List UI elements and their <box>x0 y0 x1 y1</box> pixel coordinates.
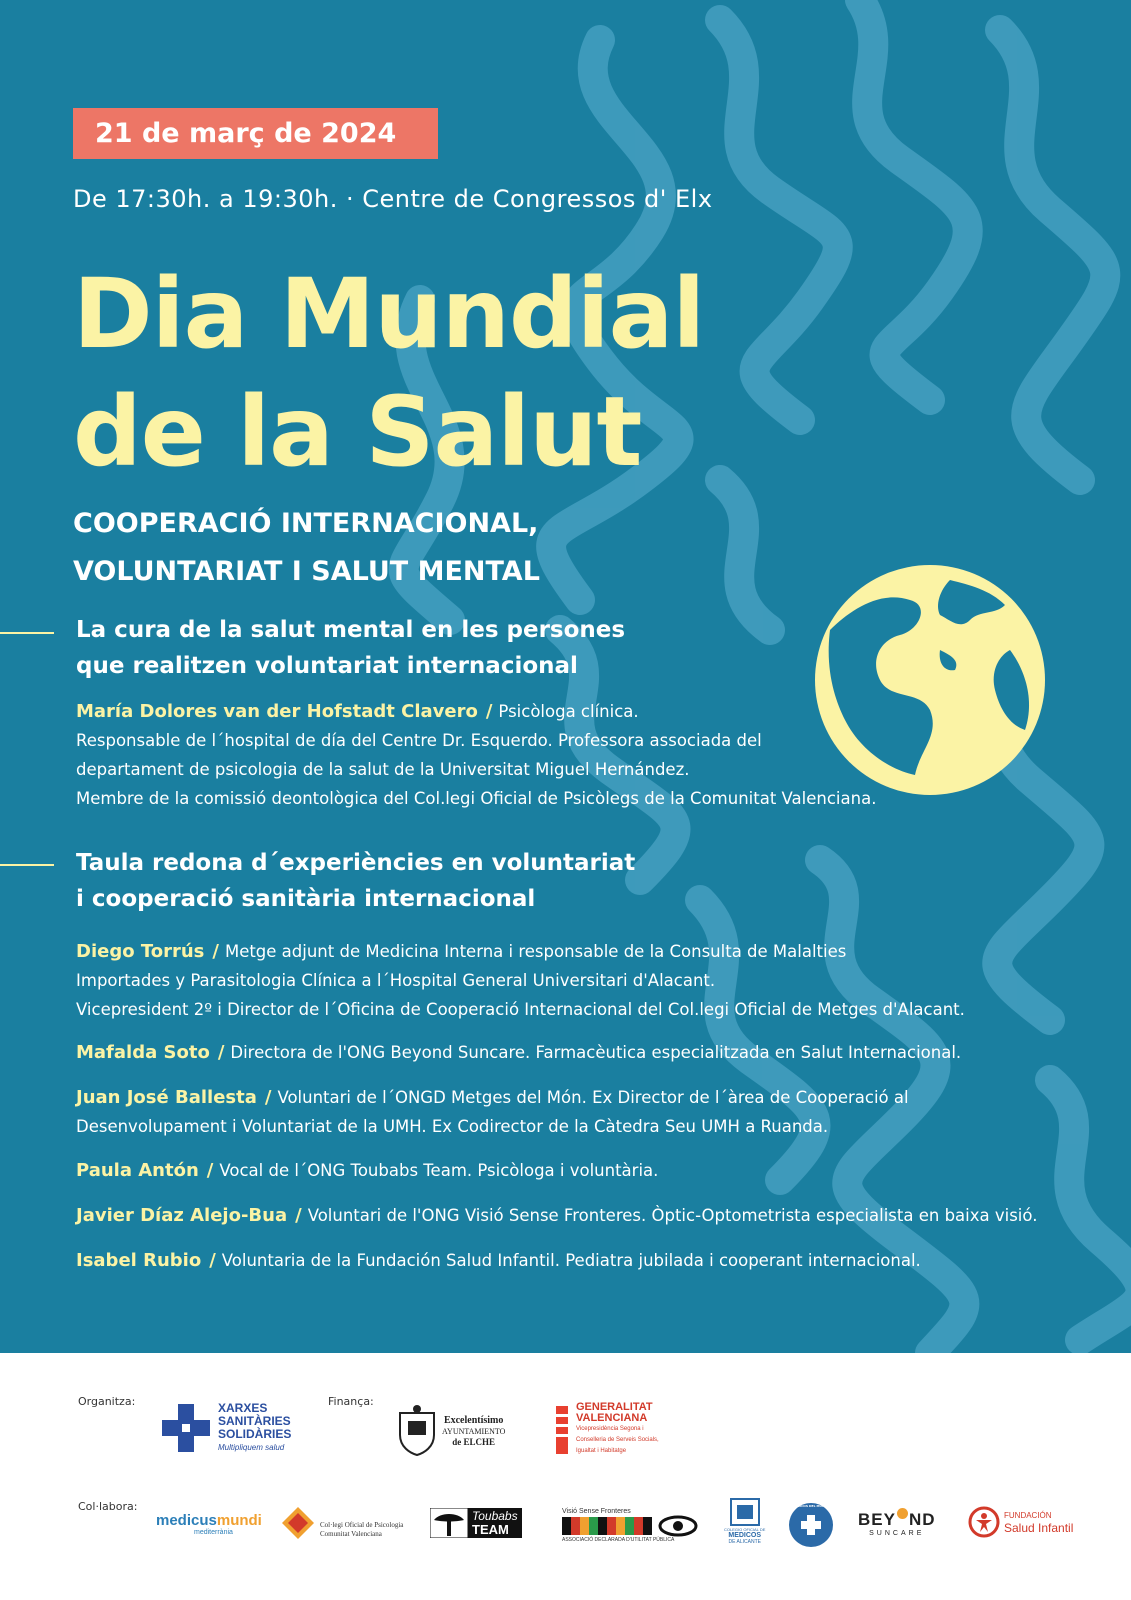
section-rule-2 <box>0 864 54 866</box>
beyond-suncare-logo <box>858 1510 936 1537</box>
beyond-part-1: BEY <box>858 1510 896 1529</box>
generalitat-line-2: VALENCIANA <box>576 1412 648 1424</box>
vision-title: Visió Sense Fronteres <box>562 1508 631 1515</box>
speaker-role: Psicòloga clínica. <box>498 702 639 721</box>
medicus-sub: mediterrània <box>194 1529 233 1536</box>
speaker-entry <box>76 1156 1096 1185</box>
section2-heading-line-1: Taula redona d´experiències en voluntariat <box>76 850 636 876</box>
separator: / <box>264 1087 272 1108</box>
copcv-line-2: Comunitat Valenciana <box>320 1530 382 1538</box>
comalicante-line-2: MEDICOS <box>728 1532 762 1539</box>
generalitat-line-1: GENERALITAT <box>576 1401 653 1413</box>
generalitat-line-5: Igualtat i Habitatge <box>576 1448 627 1454</box>
speaker-name: María Dolores van der Hofstadt Clavero <box>76 701 478 722</box>
section-rule-1 <box>0 632 54 634</box>
vision-logo <box>562 1508 698 1543</box>
speaker-role: Metge adjunt de Medicina Interna i responsable de la Consulta de Malalties <box>224 942 847 961</box>
speaker-first-line <box>76 1246 1096 1275</box>
coat-of-arms-icon <box>396 1405 438 1457</box>
separator: / <box>295 1205 302 1226</box>
title-line-2: de la Salut <box>73 376 642 488</box>
speaker-entry <box>76 1083 1096 1141</box>
separator: / <box>209 1250 216 1271</box>
title-line-1: Dia Mundial <box>73 258 705 370</box>
speaker-first-line <box>76 697 1096 726</box>
toubabs-line-2: TEAM <box>472 1522 509 1537</box>
section1-heading-line-1: La cura de la salut mental en les persones <box>76 617 626 643</box>
comalicante-emblem-icon <box>729 1497 761 1527</box>
medicos-mundo-icon <box>788 1502 834 1548</box>
eye-icon <box>658 1515 698 1537</box>
subtitle <box>73 500 540 596</box>
generalitat-emblem-icon <box>552 1404 572 1456</box>
generalitat-line-3: Vicepresidència Segona i <box>576 1426 644 1432</box>
copcv-emblem-icon <box>280 1505 316 1541</box>
speaker-first-line <box>76 1156 1096 1185</box>
fsi-line-1: FUNDACIÓN <box>1004 1511 1052 1520</box>
speaker-first-line <box>76 1038 1096 1067</box>
fsi-emblem-icon <box>968 1506 1000 1538</box>
xarxes-line-2: SANITÀRIES <box>218 1414 291 1428</box>
toubabs-line-1: Toubabs <box>472 1509 518 1523</box>
speaker-first-line <box>76 1201 1096 1230</box>
elche-line-3: de ELCHE <box>452 1436 496 1447</box>
speaker-entry <box>76 1201 1096 1230</box>
elche-line-2: AYUNTAMIENTO <box>442 1426 506 1436</box>
speaker-role: Voluntari de l´ONGD Metges del Món. Ex Director de l´àrea de Cooperació al <box>277 1088 909 1107</box>
separator: / <box>485 701 493 722</box>
speaker-name: Javier Díaz Alejo-Bua <box>76 1205 288 1226</box>
speaker-detail: departament de psicologia de la salut de la Universitat Miguel Hernández. <box>76 760 690 779</box>
beyond-sub: SUNCARE <box>869 1530 925 1537</box>
subtitle-line-1: COOPERACIÓ INTERNACIONAL, <box>73 508 539 539</box>
xarxes-tagline: Multipliquem salud <box>218 1443 285 1452</box>
mundi-word: mundi <box>216 1512 262 1529</box>
generalitat-line-4: Conselleria de Serveis Socials, <box>576 1437 659 1443</box>
elche-line-1: Excelentísimo <box>443 1414 504 1426</box>
generalitat-logo <box>552 1402 659 1457</box>
speaker-role: Voluntaria de la Fundación Salud Infantil. Pediatra jubilada i cooperant internacional. <box>221 1251 921 1270</box>
speaker-first-line <box>76 937 1096 966</box>
speaker-detail: Desenvolupament i Voluntariat de la UMH. Ex Codirector de la Càtedra Seu UMH a Ruanda. <box>76 1117 829 1136</box>
subtitle-line-2: VOLUNTARIAT I SALUT MENTAL <box>73 556 540 587</box>
speaker-first-line <box>76 1083 1096 1112</box>
medicos-mundo-text: MÉDICOS DEL MUNDO <box>792 1504 830 1508</box>
separator: / <box>212 941 219 962</box>
speaker-detail: Membre de la comissió deontològica del Col.legi Oficial de Psicòlegs de la Comunitat Valenciana. <box>76 789 877 808</box>
speaker-name: Juan José Ballesta <box>76 1087 257 1108</box>
section2-heading-line-2: i cooperació sanitària internacional <box>76 886 536 912</box>
finanza-label: Finança: <box>328 1395 374 1408</box>
separator: / <box>206 1160 214 1181</box>
toubabs-logo <box>430 1508 522 1538</box>
speaker-name: Mafalda Soto <box>76 1042 210 1063</box>
organitza-label: Organitza: <box>78 1395 136 1408</box>
section2-heading <box>76 845 635 917</box>
xarxes-line-1: XARXES <box>218 1401 268 1415</box>
speaker-entry <box>76 1246 1096 1275</box>
color-bars-icon <box>562 1517 652 1535</box>
elche-logo <box>396 1405 505 1457</box>
speaker-detail: Importades y Parasitologia Clínica a l´Hospital General Universitari d'Alacant. <box>76 971 716 990</box>
section1-heading <box>76 612 625 684</box>
speaker-detail: Vicepresident 2º i Director de l´Oficina de Cooperació Internacional del Col.legi Oficial de Metges d'Alacant. <box>76 1000 965 1019</box>
speaker-entry <box>76 697 1096 813</box>
sun-icon <box>897 1508 908 1519</box>
page-title <box>73 255 704 491</box>
copcv-line-1: Col·legi Oficial de Psicologia <box>320 1521 404 1529</box>
speaker-name: Paula Antón <box>76 1160 199 1181</box>
tree-icon <box>430 1508 468 1538</box>
xarxes-logo <box>160 1402 291 1454</box>
speaker-name: Isabel Rubio <box>76 1250 202 1271</box>
xarxes-line-3: SOLIDÀRIES <box>218 1427 292 1441</box>
separator: / <box>217 1042 225 1063</box>
medicus-mundi-logo <box>156 1512 262 1536</box>
copcv-logo <box>280 1505 403 1541</box>
speaker-name: Diego Torrús <box>76 941 205 962</box>
comalicante-line-1: COLEGIO OFICIAL DE <box>724 1527 766 1532</box>
speaker-role: Voluntari de l'ONG Visió Sense Fronteres. Òptic-Optometrista especialista en baixa visió. <box>307 1206 1038 1225</box>
colabora-label: Col·labora: <box>78 1500 138 1513</box>
vision-sub: ASSOCIACIÓ DECLARADA D'UTILITAT PÚBLICA <box>562 1537 675 1543</box>
speaker-entry <box>76 1038 1096 1067</box>
speaker-role: Vocal de l´ONG Toubabs Team. Psicòloga i voluntària. <box>219 1161 659 1180</box>
fsi-logo <box>968 1506 1073 1538</box>
comalicante-logo <box>724 1497 765 1545</box>
comalicante-line-3: DE ALICANTE <box>728 1539 761 1545</box>
fsi-line-2: Salud Infantil <box>1004 1521 1074 1535</box>
blue-cross-icon <box>160 1402 212 1454</box>
section1-heading-line-2: que realitzen voluntariat internacional <box>76 653 578 679</box>
date-badge: 21 de març de 2024 <box>73 108 438 159</box>
medicus-word: medicus <box>156 1512 217 1529</box>
speaker-role: Directora de l'ONG Beyond Suncare. Farmacèutica especialitzada en Salut Internacional. <box>230 1043 962 1062</box>
speaker-detail: Responsable de l´hospital de día del Centre Dr. Esquerdo. Professora associada del <box>76 731 762 750</box>
speaker-entry <box>76 937 1096 1024</box>
beyond-part-2: ND <box>908 1510 936 1529</box>
medicos-mundo-logo <box>788 1502 834 1548</box>
time-and-venue: De 17:30h. a 19:30h. · Centre de Congressos d' Elx <box>73 185 713 213</box>
